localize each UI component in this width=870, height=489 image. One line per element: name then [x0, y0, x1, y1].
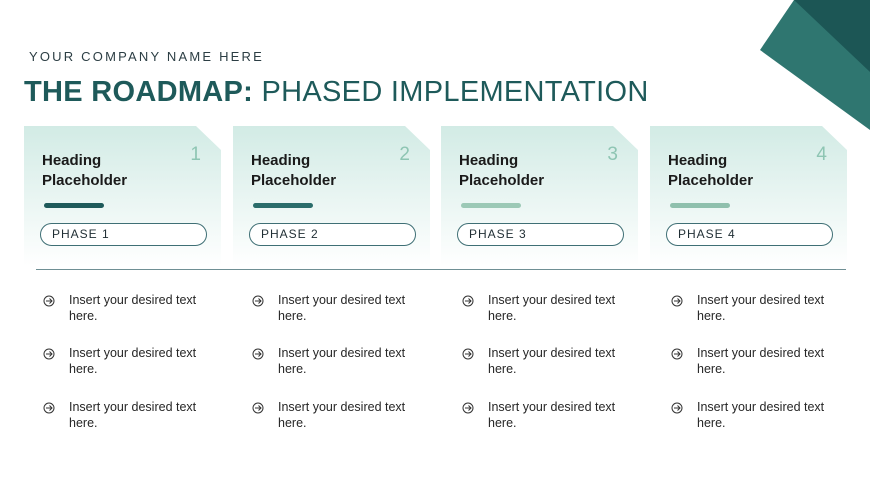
title-bold: THE ROADMAP: — [24, 76, 254, 108]
company-name: YOUR COMPANY NAME HERE — [29, 49, 265, 64]
list-item-text: Insert your desired text here. — [488, 346, 616, 376]
circle-arrow-right-icon — [252, 348, 264, 360]
circle-arrow-right-icon — [671, 295, 683, 307]
list-item-text: Insert your desired text here. — [488, 293, 616, 323]
list-item-text: Insert your desired text here. — [69, 400, 197, 430]
circle-arrow-right-icon — [462, 402, 474, 414]
phase-number: 2 — [399, 144, 410, 165]
list-item-text: Insert your desired text here. — [278, 346, 406, 376]
phase-label-pill: PHASE 2 — [249, 223, 416, 246]
corner-decoration — [760, 0, 870, 130]
phase-label-pill: PHASE 3 — [457, 223, 624, 246]
circle-arrow-right-icon — [43, 402, 55, 414]
phase-heading: Heading Placeholder — [251, 152, 337, 189]
circle-arrow-right-icon — [671, 348, 683, 360]
list-item-text: Insert your desired text here. — [69, 293, 197, 323]
list-item-text: Insert your desired text here. — [697, 400, 825, 430]
phase-card-3 — [441, 126, 638, 266]
circle-arrow-right-icon — [462, 348, 474, 360]
phase-accent-bar — [44, 203, 104, 208]
list-item-text: Insert your desired text here. — [488, 400, 616, 430]
circle-arrow-right-icon — [43, 348, 55, 360]
timeline-divider — [36, 269, 846, 270]
phase-accent-bar — [670, 203, 730, 208]
phase-accent-bar — [253, 203, 313, 208]
circle-arrow-right-icon — [252, 402, 264, 414]
circle-arrow-right-icon — [671, 402, 683, 414]
phase-number: 3 — [607, 144, 618, 165]
list-item-text: Insert your desired text here. — [278, 293, 406, 323]
phase-label-pill: PHASE 4 — [666, 223, 833, 246]
list-item-text: Insert your desired text here. — [697, 293, 825, 323]
list-item-text: Insert your desired text here. — [697, 346, 825, 376]
page-title — [24, 76, 649, 109]
circle-arrow-right-icon — [252, 295, 264, 307]
phase-card-2 — [233, 126, 430, 266]
phase-heading: Heading Placeholder — [459, 152, 545, 189]
phase-label-pill: PHASE 1 — [40, 223, 207, 246]
phase-accent-bar — [461, 203, 521, 208]
phase-number: 4 — [816, 144, 827, 165]
phase-heading: Heading Placeholder — [668, 152, 754, 189]
phase-card-4 — [650, 126, 847, 266]
title-light: PHASED IMPLEMENTATION — [261, 76, 649, 108]
circle-arrow-right-icon — [43, 295, 55, 307]
phase-heading: Heading Placeholder — [42, 152, 128, 189]
phase-card-1 — [24, 126, 221, 266]
circle-arrow-right-icon — [462, 295, 474, 307]
phase-number: 1 — [190, 144, 201, 165]
list-item-text: Insert your desired text here. — [278, 400, 406, 430]
list-item-text: Insert your desired text here. — [69, 346, 197, 376]
